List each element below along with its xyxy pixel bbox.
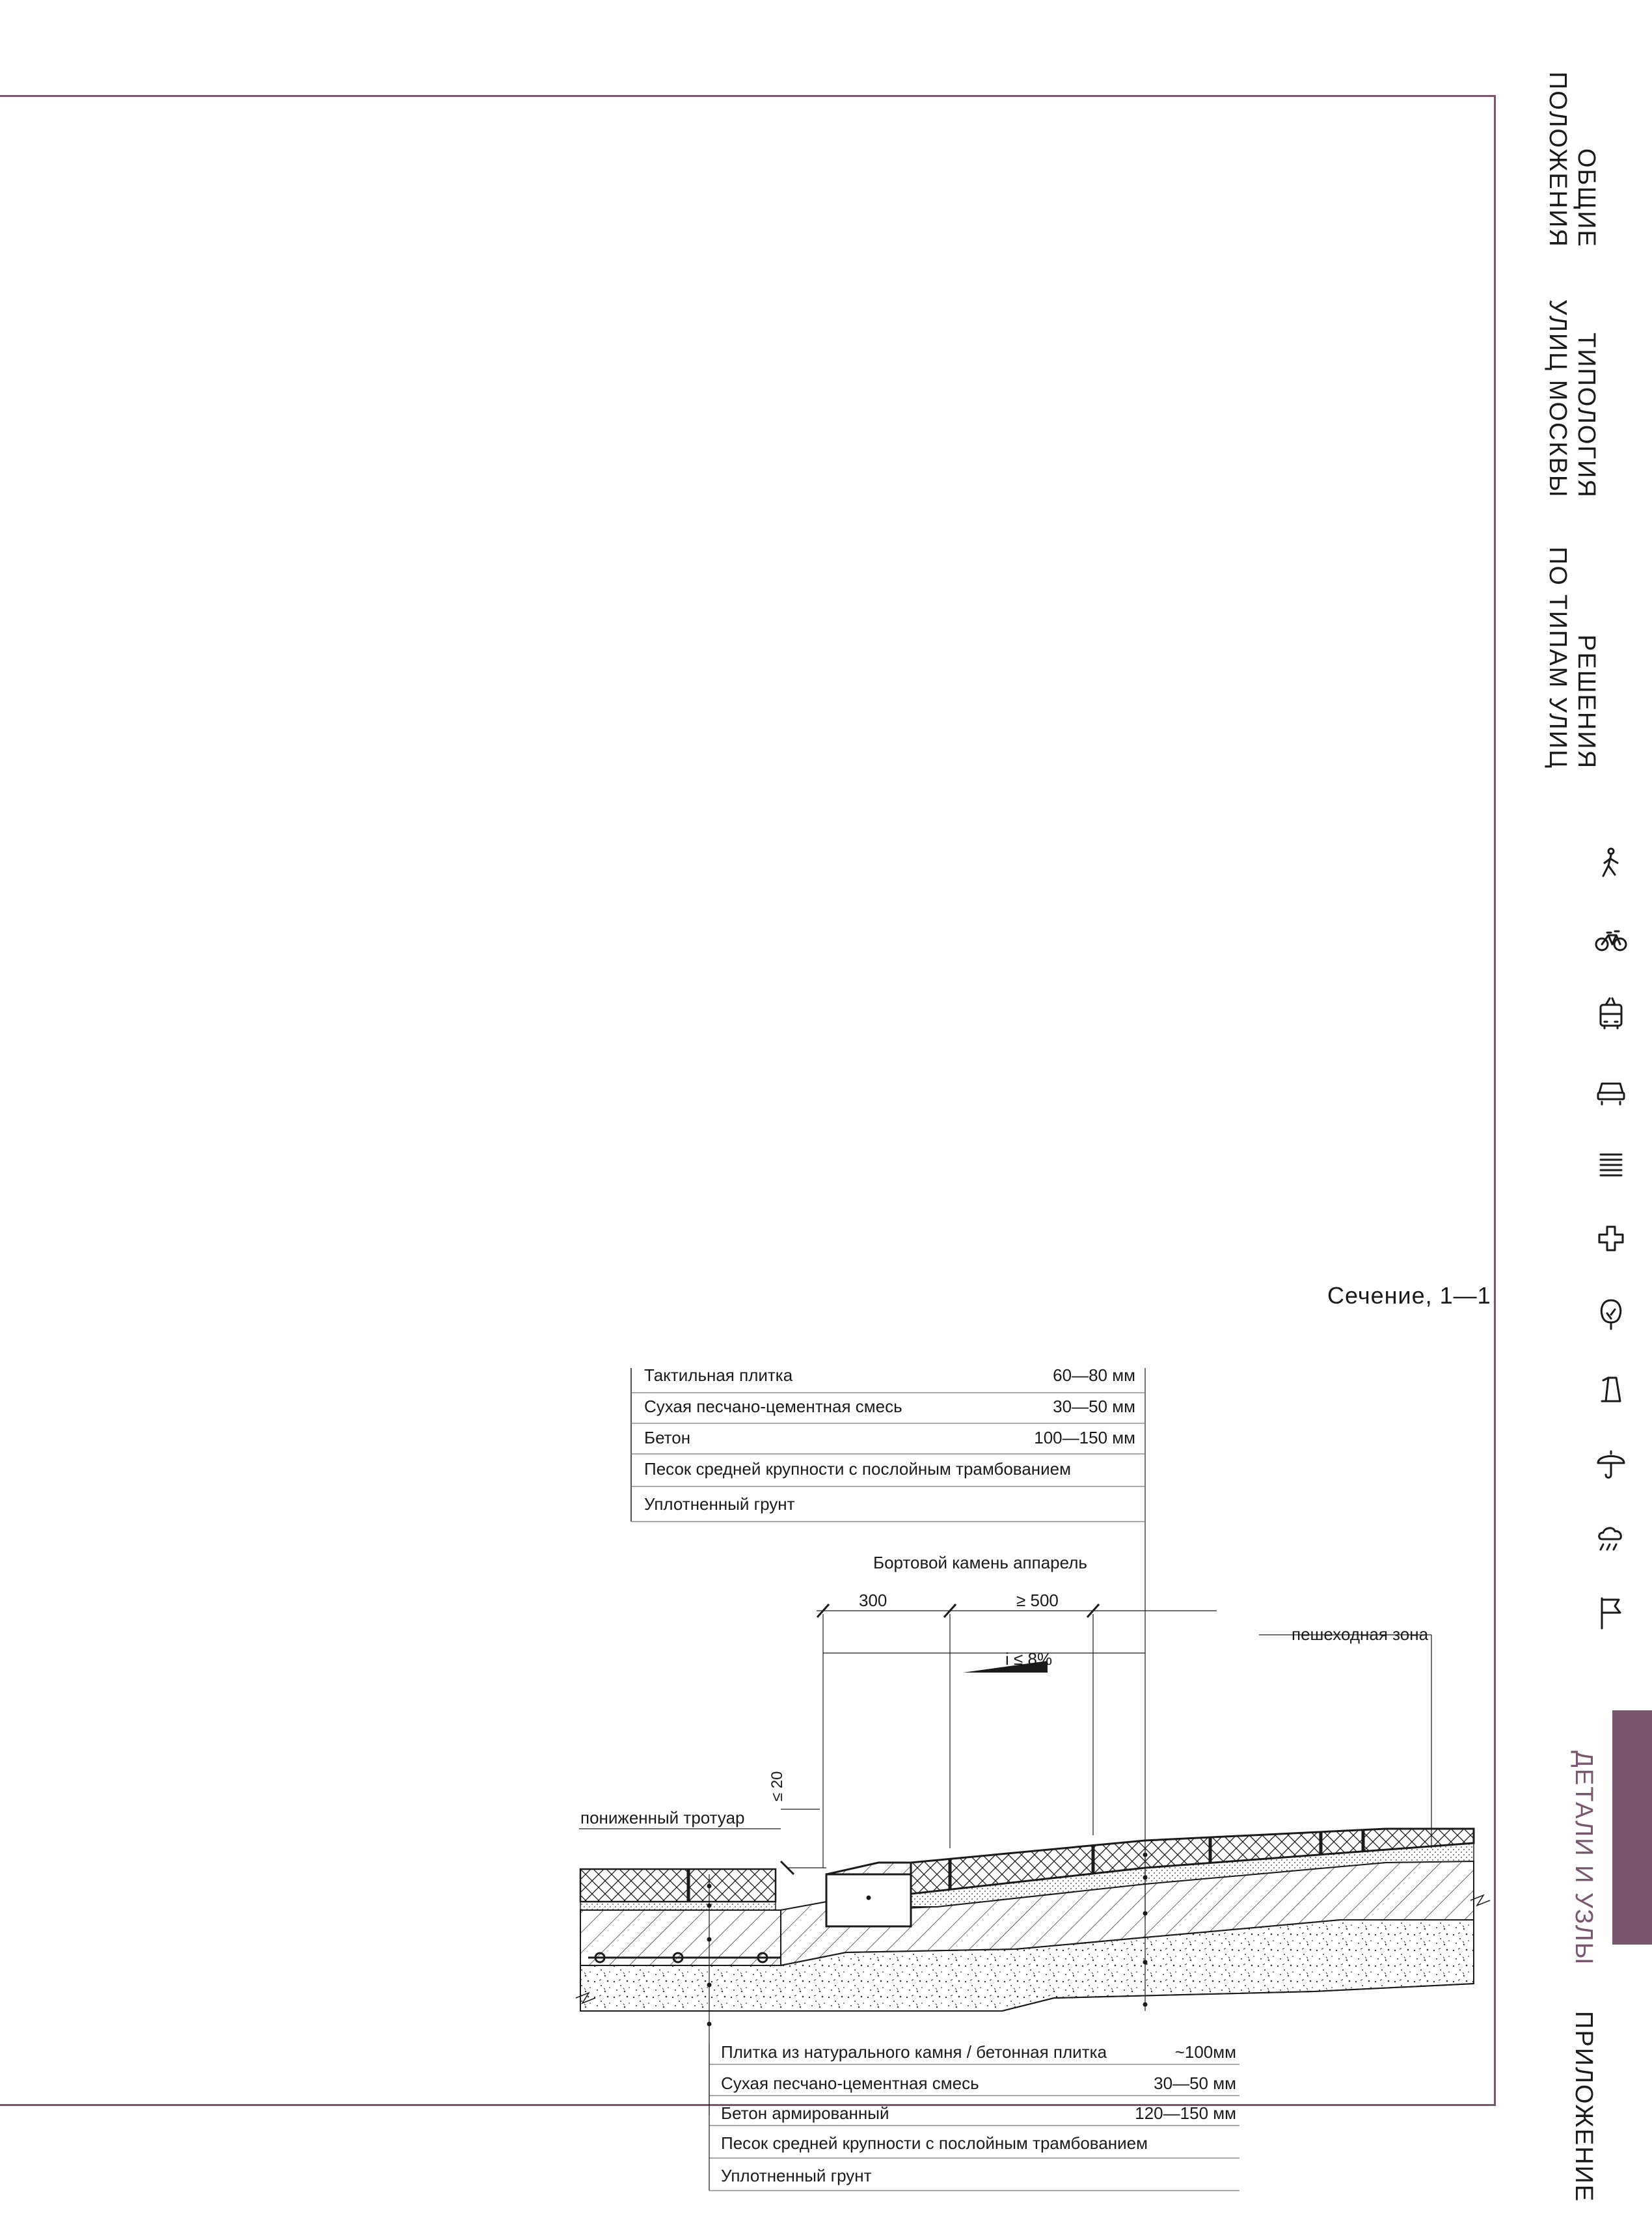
- top-layer-thickness: 30—50 мм: [1053, 1397, 1135, 1416]
- umbrella-icon[interactable]: [1593, 1445, 1629, 1481]
- nav-active-highlight: [1612, 1710, 1652, 1945]
- slope-label: i ≤ 8%: [1005, 1649, 1053, 1669]
- top-legend: [631, 1365, 1145, 1920]
- nav-details[interactable]: ДЕТАЛИ И УЗЛЫ: [1570, 1751, 1597, 1966]
- dim-500-label: ≥ 500: [1016, 1591, 1059, 1610]
- bottom-layer-name: Бетон армированный: [721, 2103, 889, 2123]
- cross-icon[interactable]: [1593, 1220, 1629, 1257]
- stripes-icon[interactable]: [1593, 1145, 1629, 1182]
- lowered-sidewalk-label: пониженный тротуар: [580, 1808, 745, 1827]
- nav-typology[interactable]: ТИПОЛОГИЯ УЛИЦ МОСКВЫ: [1544, 299, 1600, 499]
- car-icon[interactable]: [1593, 1071, 1629, 1107]
- flag-icon[interactable]: [1593, 1594, 1629, 1631]
- rain-cloud-icon[interactable]: [1593, 1520, 1629, 1556]
- bottom-layer-name: Уплотненный грунт: [721, 2166, 872, 2185]
- top-layer-name: Бетон: [644, 1428, 691, 1447]
- nav-solutions[interactable]: РЕШЕНИЯ ПО ТИПАМ УЛИЦ: [1544, 547, 1600, 770]
- top-layer-name: Тактильная плитка: [644, 1365, 793, 1385]
- bottom-layer-thickness: 120—150 мм: [1135, 2103, 1236, 2123]
- height-label: ≤ 20: [768, 1771, 786, 1801]
- bottom-layer-thickness: ~100мм: [1174, 2042, 1236, 2062]
- nav-appendix[interactable]: ПРИЛОЖЕНИЕ: [1570, 2011, 1597, 2203]
- top-layer-thickness: 60—80 мм: [1053, 1365, 1135, 1385]
- bottom-legend: [709, 2042, 1239, 2191]
- curb-label: Бортовой камень аппарель: [873, 1553, 1087, 1572]
- top-layer-name: Уплотненный грунт: [644, 1494, 795, 1514]
- dim-300-label: 300: [859, 1591, 887, 1610]
- bottom-layer-name: Сухая песчано-цементная смесь: [721, 2073, 979, 2093]
- bottom-layer-name: Песок средней крупности с послойным трамбованием: [721, 2133, 1148, 2153]
- lamp-icon[interactable]: [1593, 1370, 1629, 1406]
- bottom-layer-name: Плитка из натурального камня / бетонная плитка: [721, 2042, 1107, 2062]
- section-title: Сечение, 1—1: [1327, 1282, 1491, 1309]
- tree-icon[interactable]: [1593, 1295, 1629, 1332]
- nav-general[interactable]: ОБЩИЕ ПОЛОЖЕНИЯ: [1544, 72, 1600, 248]
- pedestrian-icon[interactable]: [1593, 846, 1629, 882]
- bottom-layer-thickness: 30—50 мм: [1154, 2073, 1236, 2093]
- pedestrian-zone-label: пешеходная зона: [1292, 1624, 1429, 1644]
- top-layer-thickness: 100—150 мм: [1034, 1428, 1135, 1447]
- top-layer-name: Сухая песчано-цементная смесь: [644, 1397, 902, 1416]
- top-layer-name: Песок средней крупности с послойным трамбованием: [644, 1459, 1071, 1479]
- trolleybus-icon[interactable]: [1593, 996, 1629, 1032]
- bicycle-icon[interactable]: [1593, 921, 1629, 957]
- cross-section-drawing: [573, 1354, 1496, 2200]
